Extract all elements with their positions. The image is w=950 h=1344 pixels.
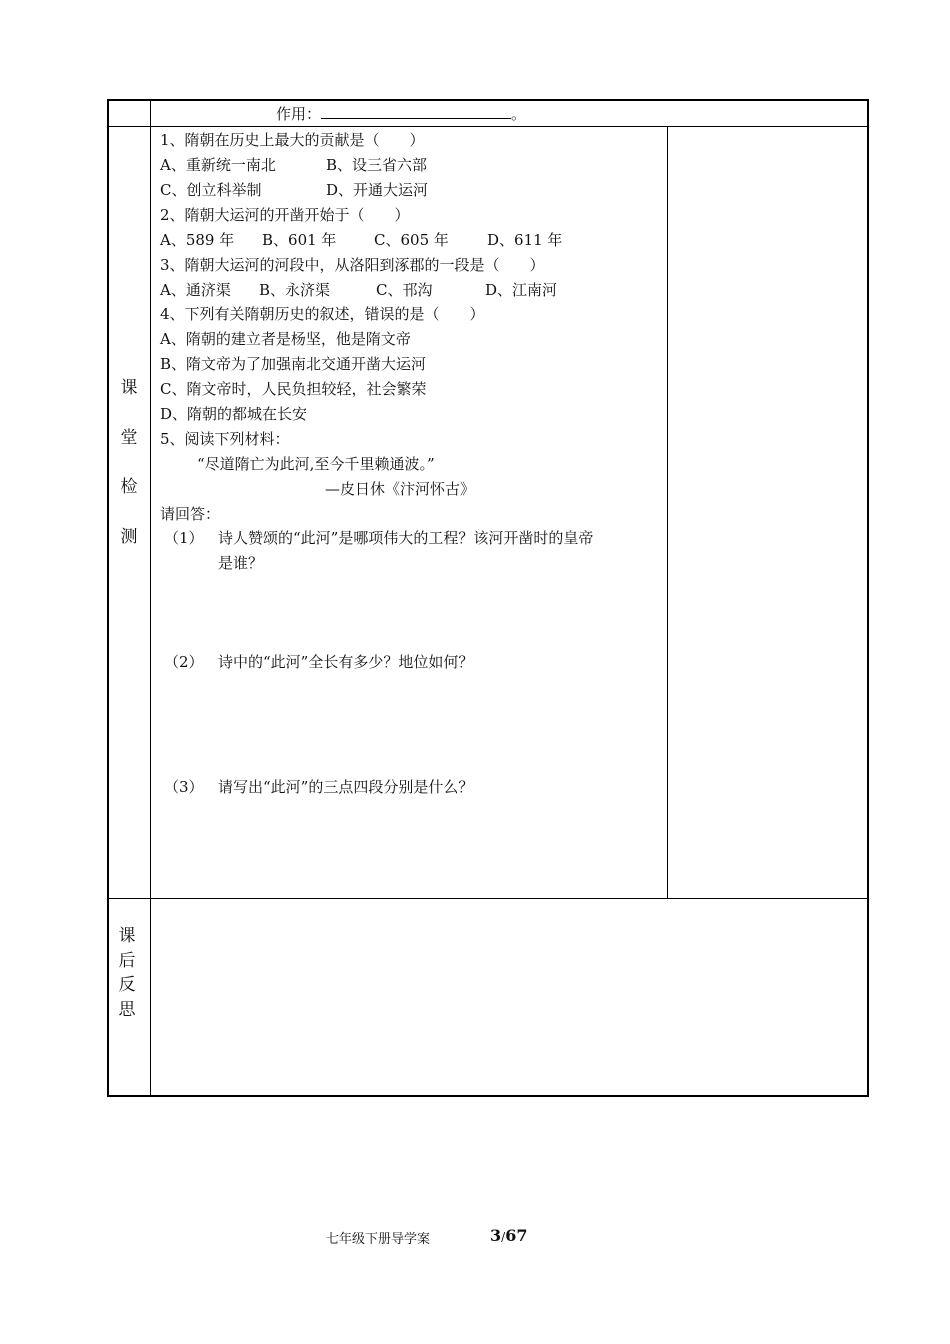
side-label-char: 课	[120, 378, 138, 398]
question-4-option-c: C、隋文帝时，人民负担较轻，社会繁荣	[160, 380, 427, 398]
row-divider-1	[107, 126, 869, 127]
question-1-option-c: C、创立科举制	[160, 181, 262, 199]
function-answer-blank[interactable]	[321, 104, 511, 119]
reflection-label-char: 思	[118, 1000, 136, 1020]
answer-prompt: 请回答：	[160, 505, 221, 523]
question-2-option-d: D、611 年	[487, 231, 563, 249]
question-3-stem: 3、隋朝大运河的河段中，从洛阳到涿郡的一段是（ ）	[160, 256, 545, 274]
question-2-option-b: B、601 年	[262, 231, 337, 249]
question-2-option-c: C、605 年	[374, 231, 449, 249]
question-4-stem: 4、下列有关隋朝历史的叙述，错误的是（ ）	[160, 305, 485, 323]
page-separator: /	[501, 1230, 506, 1244]
reflection-label-char: 反	[118, 975, 136, 995]
total-pages: 67	[505, 1226, 528, 1245]
function-label: 作用：	[276, 105, 322, 123]
side-label-char: 检	[120, 477, 138, 497]
function-end-mark: 。	[511, 105, 527, 123]
question-5-stem: 5、阅读下列材料：	[160, 430, 290, 448]
side-label-char: 堂	[120, 428, 138, 448]
question-4-option-d: D、隋朝的都城在长安	[160, 405, 308, 423]
sub-question-2-number: （2）	[164, 653, 204, 671]
poem-quote: “尽道隋亡为此河,至今千里赖通波。”	[197, 455, 435, 473]
sub-question-2-text: 诗中的“此河”全长有多少？地位如何？	[218, 653, 474, 671]
question-4-option-a: A、隋朝的建立者是杨坚，他是隋文帝	[160, 330, 411, 348]
row-divider-2	[107, 898, 869, 899]
function-row	[276, 104, 526, 124]
footer-book-title: 七年级下册导学案	[326, 1232, 431, 1247]
question-1-stem: 1、隋朝在历史上最大的贡献是（ ）	[160, 131, 425, 149]
question-1-option-b: B、设三省六部	[326, 156, 428, 174]
question-3-option-d: D、江南河	[485, 281, 558, 299]
sub-question-3-text: 请写出“此河”的三点四段分别是什么？	[218, 778, 474, 796]
question-3-option-a: A、通济渠	[160, 281, 231, 299]
question-1-option-d: D、开通大运河	[326, 181, 429, 199]
question-3-option-b: B、永济渠	[259, 281, 331, 299]
sub-question-1-text: 诗人赞颂的“此河”是哪项伟大的工程？该河开凿时的皇帝	[218, 529, 594, 547]
footer-page-number	[490, 1226, 527, 1245]
sub-question-3-number: （3）	[164, 778, 204, 796]
reflection-label-char: 课	[118, 926, 136, 946]
sub-question-1-number: （1）	[164, 529, 204, 547]
question-1-option-a: A、重新统一南北	[160, 156, 276, 174]
question-2-option-a: A、589 年	[160, 231, 235, 249]
question-4-option-b: B、隋文帝为了加强南北交通开凿大运河	[160, 355, 427, 373]
side-label-char: 测	[120, 527, 138, 547]
current-page: 3	[490, 1226, 502, 1245]
reflection-label-char: 后	[118, 951, 136, 971]
question-3-option-c: C、邗沟	[376, 281, 433, 299]
notes-column-divider	[667, 126, 668, 898]
label-column-divider	[150, 99, 151, 1097]
question-2-stem: 2、隋朝大运河的开凿开始于（ ）	[160, 206, 410, 224]
poem-source: —皮日休《汴河怀古》	[325, 480, 476, 498]
sub-question-1-continuation: 是谁？	[218, 554, 264, 572]
